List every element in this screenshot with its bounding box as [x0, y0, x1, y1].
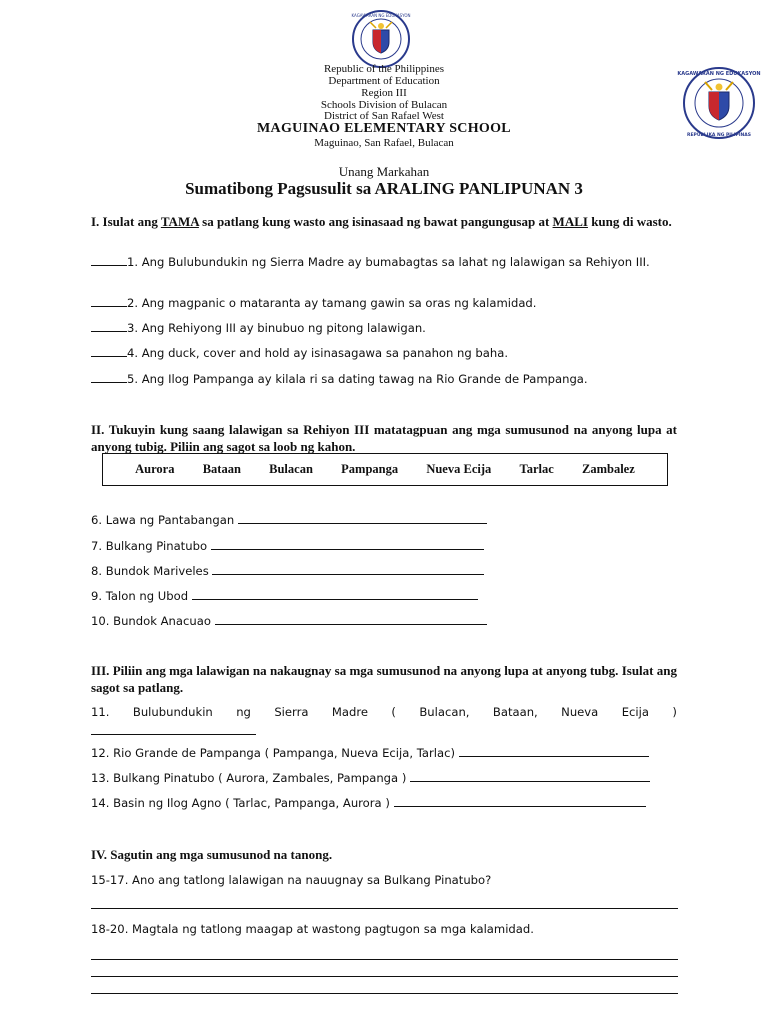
item-14: 14. Basin ng Ilog Agno ( Tarlac, Pampanga, Aurora )	[91, 795, 677, 811]
answer-blank-14[interactable]	[394, 795, 646, 807]
page-title: Sumatibong Pagsusulit sa ARALING PANLIPUNAN 3	[185, 179, 583, 198]
seal-top-text: KAGAWARAN NG EDUKASYON	[351, 13, 411, 18]
item-10: 10. Bundok Anacuao	[91, 613, 677, 629]
answer-line-20[interactable]	[91, 993, 678, 994]
choice-pampanga: Pampanga	[341, 462, 399, 476]
header-address: Maguinao, San Rafael, Bulacan	[314, 137, 454, 149]
mali-word: MALI	[552, 214, 588, 229]
item-8: 8. Bundok Mariveles	[91, 563, 677, 579]
section2-instruction: II. Tukuyin kung saang lalawigan sa Rehiyon III matatagpuan ang mga sumusunod na anyong lupa at anyong tubig. Piliin ang sagot sa loob ng kahon.	[91, 422, 677, 454]
answer-blank-8[interactable]	[212, 563, 484, 575]
header-department: Department of Education	[328, 75, 440, 87]
item-2: 2. Ang magpanic o mataranta ay tamang gawin sa oras ng kalamidad.	[91, 295, 677, 311]
choice-aurora: Aurora	[135, 462, 175, 476]
answer-line-15-17[interactable]	[91, 908, 678, 909]
choice-bulacan: Bulacan	[269, 462, 313, 476]
item-1: 1. Ang Bulubundukin ng Sierra Madre ay bumabagtas sa lahat ng lalawigan sa Rehiyon III.	[91, 254, 677, 270]
answer-blank-9[interactable]	[192, 588, 478, 600]
answer-blank-2[interactable]	[91, 295, 127, 307]
header-region: Region III	[361, 87, 407, 99]
answer-blank-7[interactable]	[211, 538, 484, 550]
header-quarter: Unang Markahan	[338, 164, 430, 179]
answer-blank-4[interactable]	[91, 345, 127, 357]
question-18-20: 18-20. Magtala ng tatlong maagap at wastong pagtugon sa mga kalamidad.	[91, 922, 534, 936]
item-3: 3. Ang Rehiyong III ay binubuo ng pitong lalawigan.	[91, 320, 677, 336]
section3-instruction: III. Piliin ang mga lalawigan na nakaugnay sa mga sumusunod na anyong lupa at anyong tubg. Isulat ang sagot sa patlang.	[91, 663, 677, 695]
item-12: 12. Rio Grande de Pampanga ( Pampanga, Nueva Ecija, Tarlac)	[91, 745, 677, 761]
answer-line-11[interactable]	[91, 734, 256, 735]
answer-blank-12[interactable]	[459, 745, 649, 757]
tama-word: TAMA	[160, 214, 199, 229]
choice-zambalez: Zambalez	[582, 462, 635, 476]
header-district: District of San Rafael West	[324, 110, 444, 122]
answer-blank-5[interactable]	[91, 371, 127, 383]
item-13: 13. Bulkang Pinatubo ( Aurora, Zambales, Pampanga )	[91, 770, 677, 786]
choice-nueva-ecija: Nueva Ecija	[426, 462, 492, 476]
item-4: 4. Ang duck, cover and hold ay isinasagawa sa panahon ng baha.	[91, 345, 677, 361]
item-9: 9. Talon ng Ubod	[91, 588, 677, 604]
item-11: 11. Bulubundukin ng Sierra Madre ( Bulacan, Bataan, Nueva Ecija )	[91, 705, 677, 719]
section4-instruction: IV. Sagutin ang mga sumusunod na tanong.	[91, 847, 333, 862]
choice-tarlac: Tarlac	[519, 462, 554, 476]
answer-blank-1[interactable]	[91, 254, 127, 266]
seal-right-top-text: KAGAWARAN NG EDUKASYON	[677, 71, 761, 77]
choice-bataan: Bataan	[202, 462, 241, 476]
answer-blank-13[interactable]	[410, 770, 650, 782]
choice-box	[102, 453, 668, 486]
answer-line-18[interactable]	[91, 959, 678, 960]
header-division: Schools Division of Bulacan	[320, 99, 448, 111]
deped-seal-top	[352, 10, 410, 68]
header-country: Republic of the Philippines	[323, 63, 445, 75]
section1-instruction: I. Isulat ang TAMA sa patlang kung wasto ang isinasaad ng bawat pangungusap at MALI kung di wasto.	[91, 214, 672, 229]
header-school: MAGUINAO ELEMENTARY SCHOOL	[257, 121, 511, 136]
item-5: 5. Ang Ilog Pampanga ay kilala ri sa dating tawag na Rio Grande de Pampanga.	[91, 371, 677, 387]
item-6: 6. Lawa ng Pantabangan	[91, 512, 677, 528]
seal-right-bottom-text: REPUBLIKA NG PILIPINAS	[686, 133, 752, 138]
answer-blank-10[interactable]	[215, 613, 487, 625]
question-15-17: 15-17. Ano ang tatlong lalawigan na nauugnay sa Bulkang Pinatubo?	[91, 873, 492, 887]
answer-blank-3[interactable]	[91, 320, 127, 332]
item-7: 7. Bulkang Pinatubo	[91, 538, 677, 554]
answer-line-19[interactable]	[91, 976, 678, 977]
answer-blank-6[interactable]	[238, 512, 487, 524]
